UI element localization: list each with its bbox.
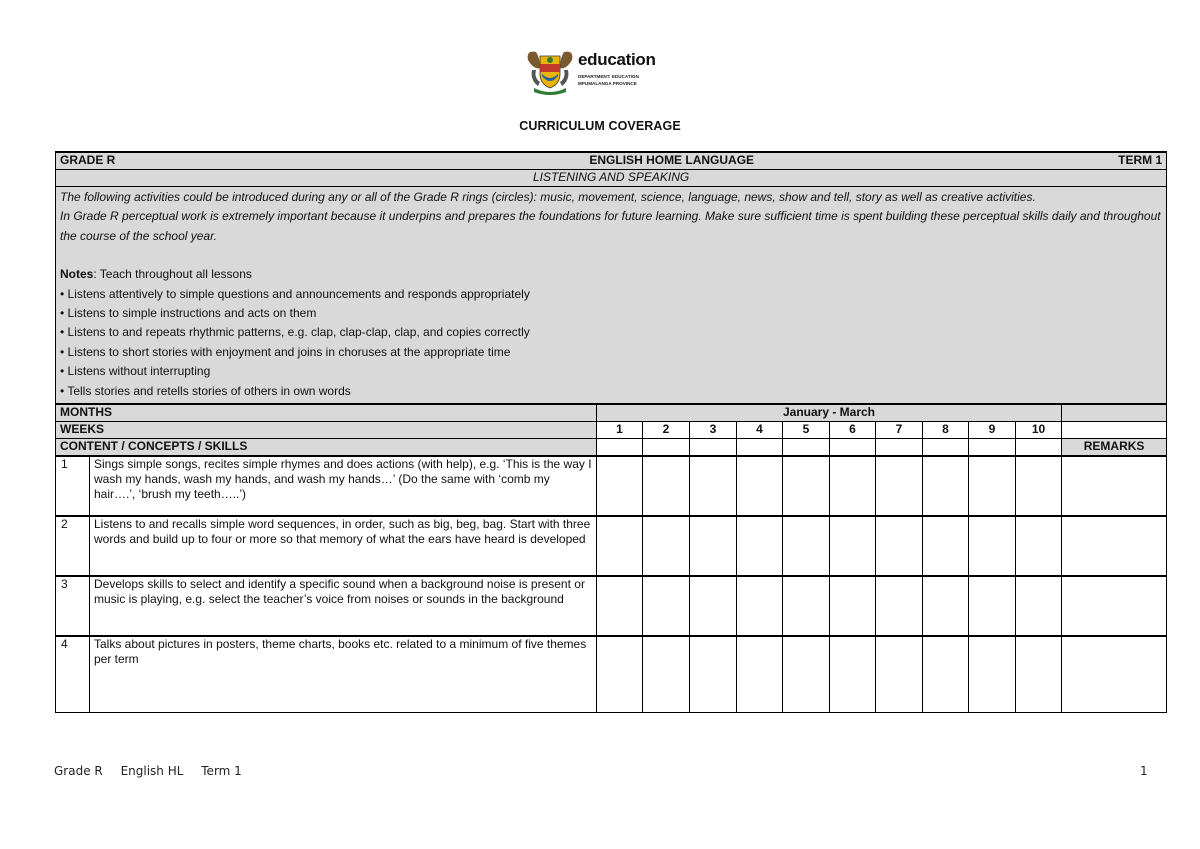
tick-cell[interactable] xyxy=(923,439,969,457)
week-9-header: 9 xyxy=(969,422,1016,439)
week-8-header: 8 xyxy=(923,422,969,439)
tick-cell[interactable] xyxy=(643,576,690,636)
tick-cell[interactable] xyxy=(783,439,830,457)
tick-cell[interactable] xyxy=(923,516,969,576)
months-value: January - March xyxy=(597,404,1062,422)
tick-cell[interactable] xyxy=(783,576,830,636)
subject-label: ENGLISH HOME LANGUAGE xyxy=(589,153,755,167)
strand-label: LISTENING AND SPEAKING xyxy=(56,170,1167,187)
notes-bullet: • Tells stories and retells stories of others in own words xyxy=(60,383,351,398)
tick-cell[interactable] xyxy=(737,636,783,713)
content-header-row xyxy=(56,439,1167,457)
tick-cell[interactable] xyxy=(969,636,1016,713)
tick-cell[interactable] xyxy=(969,576,1016,636)
months-remarks-cell xyxy=(1062,404,1167,422)
notes-bullet: • Listens without interrupting xyxy=(60,364,211,379)
curriculum-table xyxy=(55,151,1167,713)
content-label: CONTENT / CONCEPTS / SKILLS xyxy=(56,439,597,457)
intro-paragraph-1: The following activities could be introduced during any or all of the Grade R rings (circles): music, movement, science, language, news, show and tell, story as well as creative activities. xyxy=(60,190,1036,204)
weeks-remarks-cell xyxy=(1062,422,1167,439)
tick-cell[interactable] xyxy=(783,636,830,713)
footer-grade: Grade R xyxy=(54,764,103,778)
tick-cell[interactable] xyxy=(1016,439,1062,457)
tick-cell[interactable] xyxy=(643,516,690,576)
tick-cell[interactable] xyxy=(643,636,690,713)
tick-cell[interactable] xyxy=(830,636,876,713)
logo-wordmark: education xyxy=(578,50,656,69)
tick-cell[interactable] xyxy=(783,456,830,516)
week-10-header: 10 xyxy=(1016,422,1062,439)
tick-cell[interactable] xyxy=(737,439,783,457)
item-number: 4 xyxy=(56,636,90,713)
tick-cell[interactable] xyxy=(923,456,969,516)
page-number: 1 xyxy=(1140,764,1148,778)
intro-paragraph-2: In Grade R perceptual work is extremely important because it underpins and prepares the foundations for future learning. Make sure sufficient time is spent building these perceptual skills daily and throughout the course of the school year. xyxy=(60,209,1161,243)
intro-cell xyxy=(56,187,1167,405)
tick-cell[interactable] xyxy=(737,516,783,576)
tick-cell[interactable] xyxy=(737,576,783,636)
week-3-header: 3 xyxy=(690,422,737,439)
tick-cell[interactable] xyxy=(876,636,923,713)
week-5-header: 5 xyxy=(783,422,830,439)
logo-department: DEPARTMENT: EDUCATION xyxy=(578,74,639,79)
notes-block xyxy=(60,265,1162,401)
table-row xyxy=(56,636,1167,713)
remarks-cell[interactable] xyxy=(1062,456,1167,516)
tick-cell[interactable] xyxy=(1016,576,1062,636)
tick-cell[interactable] xyxy=(597,516,643,576)
tick-cell[interactable] xyxy=(783,516,830,576)
notes-bullet: • Listens to and repeats rhythmic patterns, e.g. clap, clap-clap, clap, and copies correctly xyxy=(60,325,530,340)
footer-subject: English HL xyxy=(120,764,184,778)
remarks-cell[interactable] xyxy=(1062,576,1167,636)
tick-cell[interactable] xyxy=(737,456,783,516)
header-cell xyxy=(56,152,1167,170)
remarks-label: REMARKS xyxy=(1062,439,1167,457)
item-description: Sings simple songs, recites simple rhymes and does actions (with help), e.g. ‘This is the way I wash my hands, wash my hands, and wash my hands…’ (Do the same with ‘comb my hair….’, ‘brush my teeth…..’) xyxy=(90,456,597,516)
tick-cell[interactable] xyxy=(690,516,737,576)
week-2-header: 2 xyxy=(643,422,690,439)
tick-cell[interactable] xyxy=(876,516,923,576)
tick-cell[interactable] xyxy=(923,636,969,713)
notes-bullet: • Listens to simple instructions and acts on them xyxy=(60,306,317,321)
tick-cell[interactable] xyxy=(1016,636,1062,713)
remarks-cell[interactable] xyxy=(1062,516,1167,576)
notes-label: Notes xyxy=(60,267,94,282)
document-title: CURRICULUM COVERAGE xyxy=(519,119,681,133)
strand-row xyxy=(56,170,1167,187)
tick-cell[interactable] xyxy=(690,576,737,636)
education-logo xyxy=(524,46,676,96)
tick-cell[interactable] xyxy=(643,439,690,457)
tick-cell[interactable] xyxy=(923,576,969,636)
tick-cell[interactable] xyxy=(969,439,1016,457)
tick-cell[interactable] xyxy=(830,456,876,516)
table-row xyxy=(56,516,1167,576)
term-label: TERM 1 xyxy=(1118,153,1163,167)
item-number: 3 xyxy=(56,576,90,636)
tick-cell[interactable] xyxy=(597,636,643,713)
coat-of-arms-icon xyxy=(524,46,576,96)
weeks-label: WEEKS xyxy=(56,422,597,439)
tick-cell[interactable] xyxy=(830,576,876,636)
weeks-row xyxy=(56,422,1167,439)
remarks-cell[interactable] xyxy=(1062,636,1167,713)
grade-label: GRADE R xyxy=(60,153,116,167)
notes-text: : Teach throughout all lessons xyxy=(93,267,252,282)
tick-cell[interactable] xyxy=(969,456,1016,516)
tick-cell[interactable] xyxy=(876,456,923,516)
table-row xyxy=(56,576,1167,636)
tick-cell[interactable] xyxy=(690,636,737,713)
notes-bullet: • Listens to short stories with enjoyment and joins in choruses at the appropriate time xyxy=(60,344,511,359)
week-7-header: 7 xyxy=(876,422,923,439)
logo-province: MPUMALANGA PROVINCE xyxy=(578,81,637,86)
item-number: 1 xyxy=(56,456,90,516)
months-row xyxy=(56,404,1167,422)
footer-term: Term 1 xyxy=(201,764,242,778)
item-description: Listens to and recalls simple word sequences, in order, such as big, beg, bag. Start with three words and build up to four or more so that memory of what the ears have heard is developed xyxy=(90,516,597,576)
tick-cell[interactable] xyxy=(690,439,737,457)
week-1-header: 1 xyxy=(597,422,643,439)
page-footer xyxy=(54,764,256,778)
notes-heading xyxy=(60,265,1162,284)
tick-cell[interactable] xyxy=(597,456,643,516)
item-number: 2 xyxy=(56,516,90,576)
months-label: MONTHS xyxy=(56,404,597,422)
tick-cell[interactable] xyxy=(597,439,643,457)
tick-cell[interactable] xyxy=(830,439,876,457)
tick-cell[interactable] xyxy=(597,576,643,636)
tick-cell[interactable] xyxy=(643,456,690,516)
tick-cell[interactable] xyxy=(876,576,923,636)
tick-cell[interactable] xyxy=(830,516,876,576)
notes-bullet: • Listens attentively to simple questions and announcements and responds appropriately xyxy=(60,286,530,301)
tick-cell[interactable] xyxy=(690,456,737,516)
item-description: Develops skills to select and identify a specific sound when a background noise is present or music is playing, e.g. select the teacher’s voice from noises or sounds in the background xyxy=(90,576,597,636)
intro-row xyxy=(56,187,1167,405)
item-description: Talks about pictures in posters, theme charts, books etc. related to a minimum of five themes per term xyxy=(90,636,597,713)
table-row xyxy=(56,456,1167,516)
week-4-header: 4 xyxy=(737,422,783,439)
tick-cell[interactable] xyxy=(1016,456,1062,516)
tick-cell[interactable] xyxy=(876,439,923,457)
week-6-header: 6 xyxy=(830,422,876,439)
tick-cell[interactable] xyxy=(969,516,1016,576)
header-row xyxy=(56,152,1167,170)
tick-cell[interactable] xyxy=(1016,516,1062,576)
